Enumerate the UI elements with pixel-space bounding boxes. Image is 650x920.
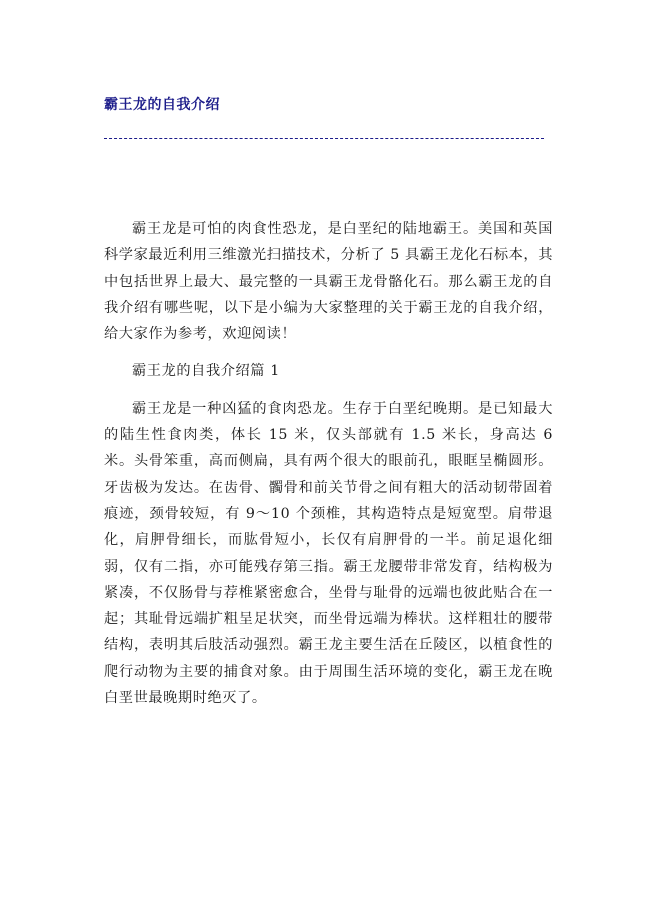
- dashed-divider: [104, 138, 544, 139]
- section-heading: 霸王龙的自我介绍篇 1: [132, 363, 280, 380]
- intro-paragraph: 霸王龙是可怕的肉食性恐龙，是白垩纪的陆地霸王。美国和英国科学家最近利用三维激光扫描技术，分析了 5 具霸王龙化石标本，其中包括世界上最大、最完整的一具霸王龙骨骼化石。那么霸王龙的自我介绍有哪些呢，以下是小编为大家整理的关于霸王龙的自我介绍，给大家作为参考，欢迎阅读！: [104, 221, 553, 343]
- document-body: [104, 216, 553, 711]
- section-paragraph: 霸王龙是一种凶猛的食肉恐龙。生存于白垩纪晚期。是已知最大的陆生性食肉类，体长 15 米，仅头部就有 1.5 米长，身高达 6 米。头骨笨重，高而侧扁，具有两个很大的眼前孔，眼眶呈椭圆形。牙齿极为发达。在齿骨、髑骨和前关节骨之间有粗大的活动韧带固着痕迹，颈骨较短，有 9～10 个颈椎，其构造特点是短宽型。肩带退化，肩胛骨细长，而肱骨短小，长仅有肩胛骨的一半。前足退化细弱，仅有二指，亦可能残存第三指。霸王龙腰带非常发育，结构极为紧凑，不仅肠骨与荐椎紧密愈合，坐骨与耻骨的远端也彼此贴合在一起；其耻骨远端扩粗呈足状突，而坐骨远端为棒状。这样粗壮的腰带结构，表明其后肢活动强烈。霸王龙主要生活在丘陵区，以植食性的爬行动物为主要的捕食对象。由于周围生活环境的变化，霸王龙在晚白垩世最晚期时绝灭了。: [104, 400, 553, 707]
- document-title: 霸王龙的自我介绍: [104, 97, 220, 113]
